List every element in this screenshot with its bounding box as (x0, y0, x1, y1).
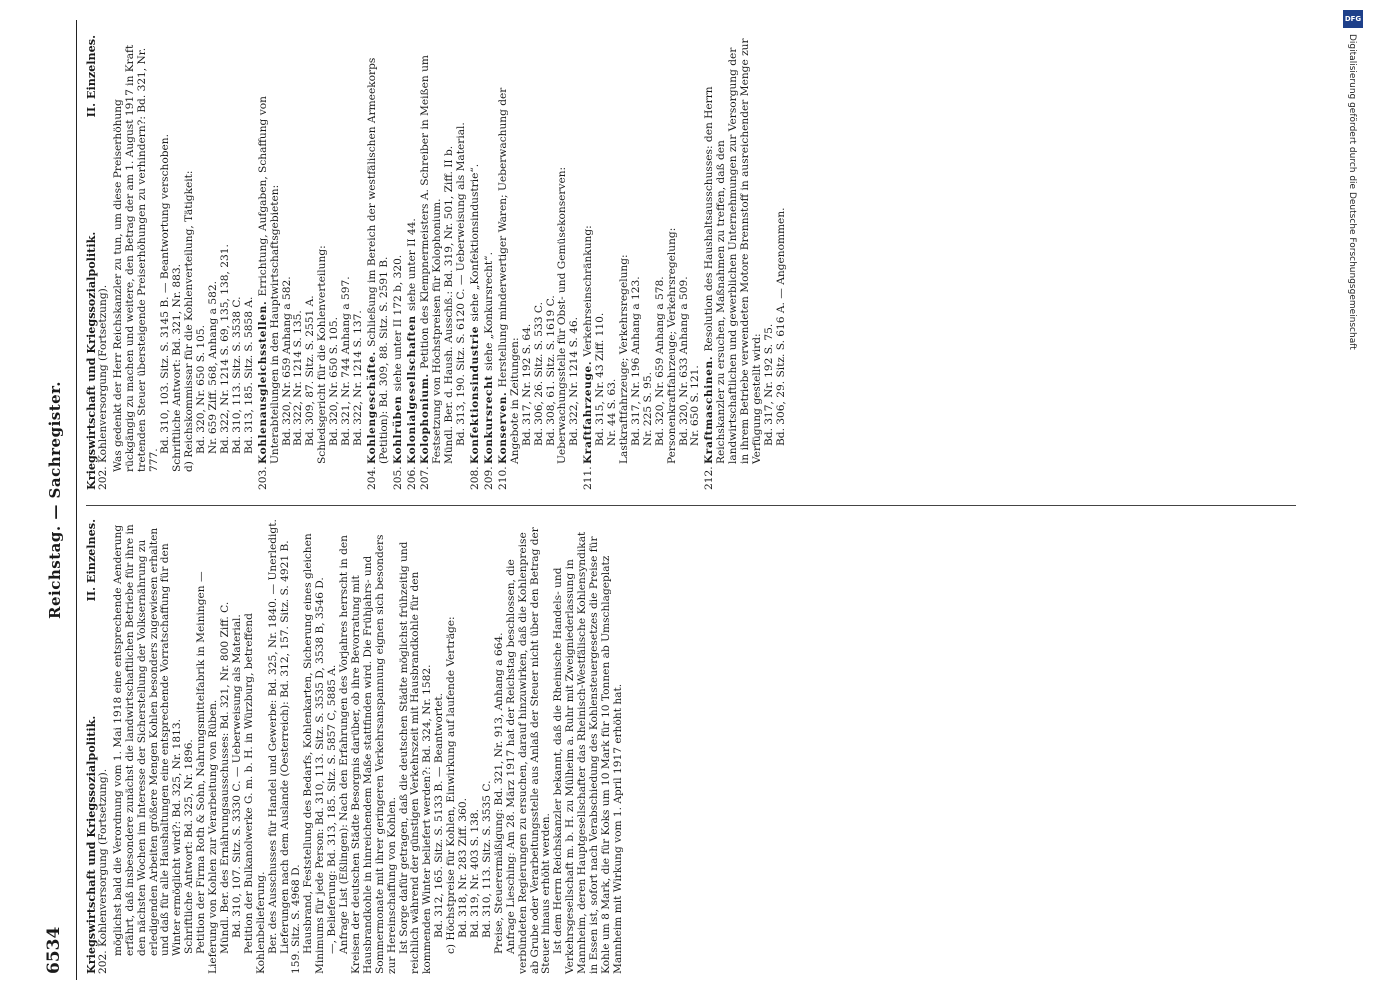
page-header (40, 20, 77, 980)
entry-line: Bd. 317, Nr. 196 Anhang a 123. (629, 276, 642, 446)
text-line: Schriftliche Antwort: Bd. 325, Nr. 1896. (183, 739, 196, 954)
entry-line: Bd. 315, Nr. 43 Ziff. 110. (594, 312, 607, 446)
entry-line: Nr. 650 S. 121. (689, 365, 702, 446)
text-line: c) Höchstpreise für Kohlen, Einwirkung auf laufende Verträge: (445, 616, 458, 954)
entry-line: Bd. 320, Nr. 650 S. 105. (328, 317, 341, 446)
entry-line: Bd. 309, 87. Sitz. S. 2551 A. (304, 295, 317, 446)
entry-number: 204. (365, 466, 378, 490)
entry-line: Bd. 317, Nr. 192 S. 64. (520, 323, 533, 446)
entry-line: Herstellung minderwertiger Waren; Ueberwachung der Angebote in Zeitungen: (496, 87, 521, 464)
index-entry (498, 35, 581, 490)
entry-number: 203. (256, 466, 269, 490)
entry-line: Bd. 317, Nr. 192 S. 75. (762, 323, 775, 446)
running-head: Reichstag. — Sachregister. (46, 381, 64, 619)
entry-line: Mündl. Ber. d. Haush. Ausschß.: Bd. 319, Nr. 501, Ziff. II b. (443, 145, 456, 464)
left-column (86, 519, 1296, 974)
text-line: Bd. 313, 185. Sitz. S. 5858 A. (242, 296, 255, 454)
entry-title: Kraftfahrzeuge. (582, 356, 595, 464)
left-column-subheading: 202. Kohlenversorgung (Fortsetzung). (96, 768, 109, 974)
text-line: Petition der Firma Roth & Sohn, Nahrungsmittelfabrik in Meiningen — Lieferung von Kohlen zur Verarbeitung von Rüben. (195, 571, 220, 974)
entry-title: Kohlrüben (391, 391, 404, 464)
entry-line: siehe „Konfektionsindustrie“. (469, 163, 482, 322)
index-entry (420, 35, 468, 490)
text-line: Petition der Bulkanolwerke G. m. b. H. in Würzburg, betreffend Kohlenbelieferung. (242, 613, 267, 974)
index-entry (470, 35, 482, 490)
entry-line: Bd. 321, Nr. 744 Anhang a 597. (340, 276, 353, 446)
entry-line: Verkehrseinschränkung: (582, 225, 595, 357)
rotated-page (40, 20, 1310, 980)
text-line: Bd. 310, 113. Sitz. S. 3535 C. (480, 780, 493, 938)
entry-title: Kraftmaschinen. (703, 351, 716, 464)
entry-number: 212. (703, 466, 716, 490)
entry-line: Lastkraftfahrzeuge; Verkehrsregelung: (617, 254, 630, 464)
entry-number: 210. (496, 466, 509, 490)
entry-line: Resolution des Haushaltsausschusses: den Herrn Reichskanzler zu ersuchen, Maßnahmen zu treffen, daß den landwirtschaftlichen und gewerblichen Unternehmungen zur Versorgung der in ihrem Betriebe verwendeten Motore Brennstoff in ausreichender Menge zur Verfügung gestellt wird: (703, 38, 763, 464)
index-entry (393, 35, 405, 490)
right-column-continuation (113, 35, 256, 490)
column-divider (86, 505, 1296, 506)
entry-line: Bd. 313, 190. Sitz. S. 6120 C. — Ueberweisung als Material. (455, 122, 468, 446)
entry-number: 211. (582, 466, 595, 490)
text-line: Bd. 322, Nr. 1214 S. 69, 135, 138, 231. (218, 244, 231, 454)
text-line: Was gedenkt der Herr Reichskanzler zu tun, um diese Preiserhöhung rückgängig zu machen und weitere, den Betrag der am 1. August 1917 in Kraft tretenden Steuer übersteigende Preiserhöhungen zu verhindern?: Bd. 321, Nr. 777. (111, 44, 160, 472)
entry-line: Bd. 320, Nr. 659 Anhang a 582. (280, 276, 293, 446)
entry-line: Personenkraftfahrzeuge; Verkehrsregelung: (665, 227, 678, 464)
text-line: Anfrage List (Eßlingen): Nach den Erfahrungen des Vorjahres herrscht in den Kreisen der deutschen Städte Besorgnis darüber, ob ihre Bevorratung mit Hausbrandkohle in hinreichendem Maße stattfinden wird. Die Frühjahrs- und Sommermonate mit ihrer geringeren Verkehrsanspannung eignen sich besonders zur Hereinschaffung von Kohlen. (338, 534, 398, 974)
page-number: 6534 (44, 926, 64, 974)
text-line: d) Reichskommissar für die Kohlenverteilung, Tätigkeit: (183, 170, 196, 472)
digitization-sidebar (1335, 8, 1375, 992)
entry-line: Bd. 306, 26. Sitz. S. 533 C. (532, 302, 545, 446)
text-line: Preise, Steuerermäßigung: Bd. 321, Nr. 913, Anhang a 664. (492, 632, 505, 954)
text-line: Bd. 310, 107. Sitz. S. 3330 C. — Ueberweisung als Material. (230, 614, 243, 938)
entry-line: Bd. 308, 61. Sitz. S. 1619 C. (544, 295, 557, 446)
entry-line: Errichtung, Aufgaben, Schaffung von Unterabteilungen in den Hauptwirtschaftsgebieten: (256, 96, 281, 464)
entry-line: Bd. 320, Nr. 659 Anhang a 578. (653, 276, 666, 446)
entry-title: Konkursrecht (483, 370, 495, 464)
entry-number: 206. (405, 466, 418, 490)
right-heading-title: Kriegswirtschaft und Kriegssozialpolitik. (84, 231, 98, 490)
text-line: Bd. 318, Nr. 283 Ziff. 360. (457, 798, 470, 938)
entry-line: Bd. 322, Nr. 1214 S. 137. (351, 310, 364, 446)
left-heading-title: Kriegswirtschaft und Kriegssozialpolitik. (84, 715, 98, 974)
text-line: Bd. 319, Nr. 403 S. 138. (469, 809, 481, 938)
entry-line: Bd. 322, Nr. 1214 S. 135. (292, 310, 305, 446)
entry-line: Schließung im Bereich der westfälischen Armeekorps (Petition): Bd. 309, 88. Sitz. S. 2591 B. (365, 57, 390, 464)
text-line: Ist Sorge dafür getragen, daß die deutschen Städte möglichst frühzeitig und reichlich während der günstigen Verkehrszeit mit Hausbrandkohle für den kommenden Winter beliefert werden?: Bd. 324, Nr. 1582. (397, 541, 434, 974)
entry-line: Bd. 320, Nr. 633 Anhang a 509. (677, 276, 690, 446)
text-line: Nr. 659 Ziff. 568, Anhang a 582. (207, 281, 220, 454)
entry-title: Kohlengeschäfte. (365, 346, 378, 464)
index-entry (258, 35, 365, 490)
entry-number: 209. (483, 466, 495, 490)
text-line: möglichst bald die Verordnung vom 1. Mai 1918 eine entsprechende Aenderung erfährt, daß insbesondere zunächst die landwirtschaftlichen Betriebe für ihre in den nächsten Wochen im Interesse der Sicherstellung der Volksernährung zu erledigenden Arbeiten größere Mengen Kohlen besonders zugewiesen erhalten und daß für alle Haushaltungen eine entsprechende Vorratschaffung für den Winter ermöglicht wird?: Bd. 325, Nr. 1813. (111, 524, 184, 956)
left-heading-section: II. Einzelnes. (84, 519, 98, 602)
text-line: —, Belieferung: Bd. 313, 185. Sitz. S. 5857 C, 5885 A. (326, 664, 339, 954)
right-heading-section: II. Einzelnes. (84, 35, 98, 118)
text-line: Bd. 312, 165. Sitz. S. 5133 B. — Beantwortet. (433, 693, 446, 938)
entry-line: siehe unter II 172 b, 320. (391, 254, 404, 392)
dfg-logo: DFG (1343, 10, 1363, 28)
entry-number: 205. (391, 466, 404, 490)
index-entry (484, 35, 496, 490)
entry-line: Bd. 306, 29. Sitz. S. 616 A. — Angenommen. (774, 207, 787, 446)
entry-title: Konserven. (496, 387, 509, 464)
text-line: Ber. des Ausschusses für Handel und Gewerbe: Bd. 325, Nr. 1840. — Unerledigt. (266, 519, 279, 954)
right-column-entries (258, 35, 788, 490)
text-line: Mündl. Ber. des Ernährungsausschusses: Bd. 321, Nr. 800 Ziff. C. (218, 601, 231, 954)
entry-line: Nr. 44 S. 63. (606, 378, 619, 446)
entry-title: Kolonialgesellschaften (405, 310, 418, 464)
index-entry (367, 35, 391, 490)
text-line: Bd. 320, Nr. 650 S. 105. (195, 325, 208, 454)
entry-number: 208. (469, 466, 482, 490)
text-line: Lieferungen nach dem Auslande (Oesterreich): Bd. 312, 157. Sitz. S. 4921 B. 159. Sitz. S. 4968 D. (278, 540, 303, 974)
right-column-subheading: 202. Kohlenversorgung (Fortsetzung). (96, 284, 109, 490)
text-line: Bd. 310, 113. Sitz. S. 3538 C. (230, 296, 243, 454)
index-entry (407, 35, 419, 490)
entry-line: Ueberwachungsstelle für Obst- und Gemüsekonserven: (556, 166, 569, 464)
entry-line: Bd. 322, Nr. 1214 S. 46. (568, 317, 581, 446)
entry-line: Schiedsgericht für die Kohlenverteilung: (316, 245, 329, 464)
left-column-text (113, 519, 625, 974)
text-line: Schriftliche Antwort: Bd. 321, Nr. 883. (171, 264, 184, 472)
index-entry (583, 35, 702, 490)
entry-title: Kohlenausgleichsstellen. (256, 296, 269, 464)
entry-line: Nr. 225 S. 95. (641, 372, 654, 446)
index-entry (704, 35, 787, 490)
text-line: Anfrage Liesching: Am 28. März 1917 hat der Reichstag beschlossen, die verbündeten Regierungen zu ersuchen, darauf hinzuwirken, daß die Kohlenpreise ab Grube oder Verarbeitungsstelle aus Anlaß der Steuer nicht über den Betrag der Steuer hinaus erhöht werden. (504, 527, 553, 974)
text-line: Ist dem Herrn Reichskanzler bekannt, daß die Rheinische Handels- und Verkehrsgesellschaft m. b. H. zu Mülheim a. Ruhr mit Zweigniederlassung in Mannheim, deren Hauptgesellschafter das Rheinisch-Westfälische Kohlensyndikat in Essen ist, sofort nach Verabschiedung des Kohlensteuergesetzes die Preise für Kohle um 8 Mark, die für Koks um 10 Mark für 10 Tonnen ab Umschlageplatz Mannheim mit Wirkung vom 1. April 1917 erhöht hat. (552, 531, 624, 974)
entry-line: siehe „Konkursrecht“. (483, 252, 495, 371)
text-line: Bd. 310, 103. Sitz. S. 3145 B. — Beantwortung verschoben. (159, 134, 172, 454)
entry-title: Kolophonium. (419, 368, 432, 464)
entry-title: Konfektionsindustrie (469, 321, 482, 464)
entry-number: 207. (419, 466, 432, 490)
digitization-credit: Digitalisierung gefördert durch die Deutsche Forschungsgemeinschaft (1347, 34, 1357, 350)
entry-line: Petition des Klempnermeisters A. Schreiber in Meißen um Festsetzung von Höchstpreisen für Kolophonium. (419, 55, 444, 464)
entry-line: siehe unter II 44. (405, 218, 418, 311)
right-column (86, 35, 1296, 490)
text-line: Hausbrand, Feststellung des Bedarfs, Kohlenkarten, Sicherung eines gleichen Minimums für jede Person: Bd. 310, 113. Sitz. S. 3535 D, 3538 B, 3546 D. (302, 533, 327, 974)
